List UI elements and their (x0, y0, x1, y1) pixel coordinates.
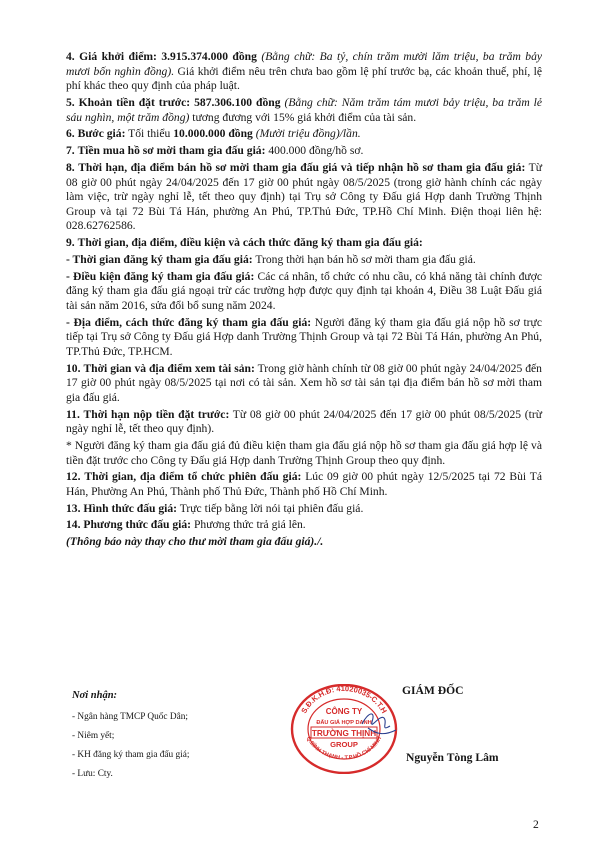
item-number: 5. (66, 95, 75, 109)
item-label: Thời hạn, địa điểm bán hồ sơ mời tham gia đấu giá và tiếp nhận hồ sơ tham gia đấu giá: (78, 160, 526, 174)
item-value: 10.000.000 đồng (173, 127, 253, 141)
sub-item-text: Người đăng ký tham gia đấu giá nộp hồ sơ trực tiếp tại Trụ sở Công ty Đấu giá Hợp danh Trường Thịnh Group và tại 72 Bùi Tá Hán, phường An Phú, TP.Thủ Đức, TP.HCM. (66, 315, 542, 358)
item-9 (66, 236, 542, 251)
seal-line-3: TRƯỜNG THỊNH (311, 729, 377, 738)
item-label: Khoản tiền đặt trước: (78, 95, 191, 109)
item-9-sub-time (66, 253, 542, 268)
item-number: 4. (66, 50, 75, 63)
item-text: 400.000 đồng/hồ sơ. (268, 144, 364, 158)
item-label: Giá khởi điểm: (79, 50, 157, 63)
item-9-sub-location (66, 316, 542, 360)
recipients-list (72, 708, 189, 784)
item-number: 6. (66, 127, 75, 141)
closing-note: (Thông báo này thay cho thư mời tham gia đấu giá)./. (66, 535, 324, 549)
seal-bottom-text: Q.BÌNH THẠNH - T.P.HỒ CHÍ MINH (304, 735, 384, 762)
item-10 (66, 362, 542, 406)
item-number: 9. (66, 236, 75, 250)
company-seal-stamp (284, 684, 404, 774)
seal-line-4: GROUP (330, 740, 358, 749)
item-number: 14. (66, 518, 81, 532)
item-label: Thời hạn nộp tiền đặt trước: (83, 407, 230, 421)
signature-block (66, 684, 542, 810)
item-number: 10. (66, 361, 81, 375)
item-value: 3.915.374.000 đồng (161, 50, 257, 63)
recipient-item: - KH đăng ký tham gia đấu giá; (72, 750, 190, 760)
item-text: Phương thức trả giá lên. (193, 518, 306, 532)
item-note: (Bằng chữ: Ba tỷ, chín trăm mười lăm triệu, ba trăm bảy mươi bốn nghìn đồng). (66, 50, 543, 78)
sub-item-text: Trong thời hạn bán hồ sơ mời tham gia đấu giá. (255, 252, 476, 266)
recipient-item: - Ngân hàng TMCP Quốc Dân; (72, 712, 188, 722)
item-6 (66, 127, 542, 142)
item-label: Thời gian, địa điểm tổ chức phiên đấu giá: (84, 470, 302, 484)
item-note: (Mười triệu đồng)/lần. (255, 127, 361, 141)
director-title: GIÁM ĐỐC (402, 684, 464, 697)
item-text: Trực tiếp bằng lời nói tại phiên đấu giá. (179, 501, 364, 515)
item-value: 587.306.100 đồng (194, 95, 281, 109)
item-text: Giá khởi điểm nêu trên chưa bao gồm lệ phí trước bạ, các khoản thuế, phí, lệ phí khác theo quy định của pháp luật. (66, 64, 543, 93)
item-text: Trong giờ hành chính từ 08 giờ 00 phút ngày 24/04/2025 đến 17 giờ 00 phút ngày 08/5/2025 tại nơi có tài sản. Xem hồ sơ tài sản tại địa điểm bán hồ sơ mời tham gia đấu giá. (66, 361, 542, 404)
item-9-sub-conditions (66, 270, 542, 314)
recipients-title: Nơi nhận: (72, 690, 118, 701)
item-note: (Bằng chữ: Năm trăm tám mươi bảy triệu, ba trăm lẻ sáu nghìn, một trăm đồng) (66, 95, 543, 124)
item-4 (66, 50, 542, 94)
item-text: Lúc 09 giờ 00 phút ngày 12/5/2025 tại 72 Bùi Tá Hán, Phường An Phú, Thành phố Thủ Đức, Thành phố Hồ Chí Minh. (66, 470, 543, 498)
item-5 (66, 96, 542, 125)
item-11-note: * Người đăng ký tham gia đấu giá đủ điều kiện tham gia đấu giá nộp hồ sơ tham gia đấu giá hợp lệ và tiền đặt trước cho Công ty Đấu giá Hợp danh Trường Thịnh Group theo quy định. (66, 438, 542, 467)
item-text: Tối thiểu (128, 127, 171, 141)
item-12 (66, 470, 542, 499)
recipient-item: - Lưu: Cty. (72, 769, 113, 779)
item-number: 11. (66, 407, 80, 421)
director-name: Nguyễn Tòng Lâm (406, 751, 499, 764)
item-number: 7. (66, 144, 75, 158)
item-label: Thời gian, địa điểm, điều kiện và cách thức đăng ký tham gia đấu giá: (77, 236, 423, 250)
seal-line-1: CÔNG TY (325, 707, 363, 716)
item-11 (66, 408, 542, 437)
sub-item-label: - Địa điểm, cách thức đăng ký tham gia đấu giá: (66, 315, 312, 329)
sub-item-label: - Thời gian đăng ký tham gia đấu giá: (66, 252, 253, 266)
item-number: 13. (66, 501, 81, 515)
item-7 (66, 144, 542, 159)
item-8 (66, 161, 542, 234)
document-body (66, 50, 542, 552)
item-label: Thời gian và địa điểm xem tài sản: (83, 361, 255, 375)
item-number: 12. (66, 470, 81, 484)
item-text: Từ 08 giờ 00 phút 24/04/2025 đến 17 giờ 00 phút 08/5/2025 (trừ ngày nghỉ lễ, tết theo quy định). (66, 407, 542, 436)
item-label: Tiền mua hồ sơ mời tham gia đấu giá: (77, 144, 266, 158)
seal-line-2: ĐẤU GIÁ HỢP DANH (316, 720, 372, 726)
item-label: Phương thức đấu giá: (83, 518, 192, 532)
sub-item-label: - Điều kiện đăng ký tham gia đấu giá: (66, 269, 255, 283)
page-number: 2 (533, 818, 539, 831)
recipient-item: - Niêm yết; (72, 731, 115, 741)
item-13 (66, 502, 542, 517)
item-text: tương đương với 15% giá khởi điểm của tài sản. (192, 110, 417, 124)
item-14 (66, 518, 542, 533)
item-label: Bước giá: (77, 127, 126, 141)
item-number: 8. (66, 160, 75, 174)
seal-ring-text: S.Đ.K.H.Đ: 41020035-C.T.H (299, 684, 389, 715)
item-text: Từ 08 giờ 00 phút ngày 24/04/2025 đến 17 giờ 00 phút ngày 08/5/2025 (trong giờ hành chính các ngày làm việc, trừ ngày nghỉ lễ, tết theo quy định) tại Trụ sở Công ty Đấu giá Hợp danh Trường Thịnh Group và tại 72 Bùi Tá Hán, phường An Phú, TP.Thủ Đức, TP.Hồ Chí Minh. Điện thoại liên hệ: 028.62762586. (66, 160, 542, 233)
sub-item-text: Các cá nhân, tổ chức có nhu cầu, có khả năng tài chính được đăng ký tham gia đấu giá ngoại trừ các trường hợp được quy định tại khoản 4, Điều 38 Luật Đấu giá tài sản năm 2016, sửa đổi bổ sung năm 2024. (66, 269, 542, 312)
item-label: Hình thức đấu giá: (83, 501, 178, 515)
